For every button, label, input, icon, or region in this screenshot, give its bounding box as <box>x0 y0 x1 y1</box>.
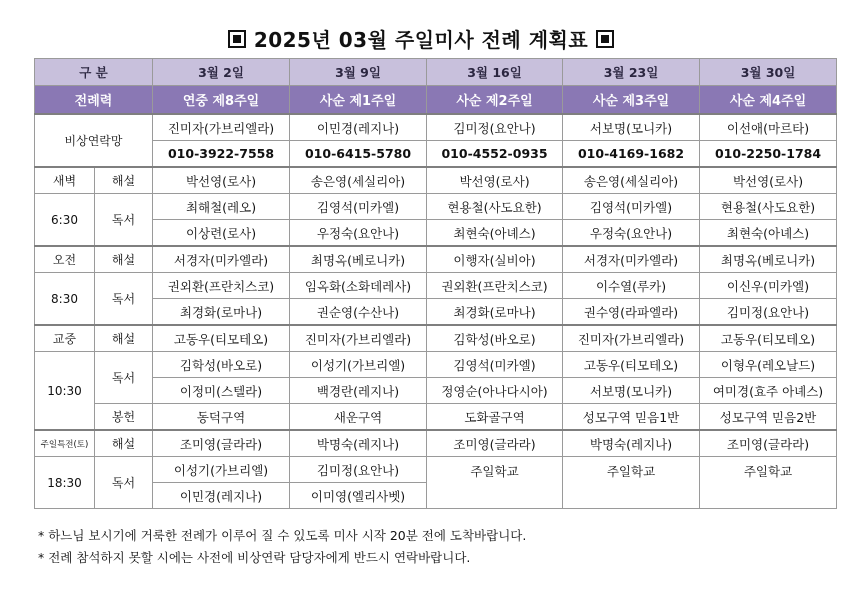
emergency-phone: 010-4552-0935 <box>427 141 563 168</box>
assignee-cell: 진미자(가브리엘라) <box>563 325 700 352</box>
assignee-cell: 김영석(미카엘) <box>290 194 427 220</box>
assignee-cell: 최경화(로마나) <box>427 299 563 326</box>
square-bullet-icon <box>596 30 614 48</box>
emergency-phone: 010-3922-7558 <box>153 141 290 168</box>
date-header-row <box>35 59 837 86</box>
assignee-cell: 조미영(글라라) <box>700 430 837 457</box>
role-label: 봉헌 <box>95 404 153 431</box>
assignee-cell: 최해철(레오) <box>153 194 290 220</box>
footnotes <box>38 525 526 569</box>
mass-0830-reading2-row <box>35 299 837 326</box>
liturgy-schedule-table <box>34 58 837 509</box>
assignee-cell: 최경화(로마나) <box>153 299 290 326</box>
role-label: 독서 <box>95 457 153 509</box>
assignee-cell: 현용철(사도요한) <box>427 194 563 220</box>
mass-0830-reading1-row <box>35 273 837 299</box>
assignee-cell: 김미정(요안나) <box>700 299 837 326</box>
mass-label: 교중 <box>35 325 95 352</box>
assignee-cell: 이민경(레지나) <box>153 483 290 509</box>
emergency-name: 진미자(가브리엘라) <box>153 114 290 141</box>
assignee-cell: 진미자(가브리엘라) <box>290 325 427 352</box>
assignee-cell: 최현숙(아녜스) <box>700 220 837 247</box>
mass-time: 18:30 <box>35 457 95 509</box>
mass-time: 10:30 <box>35 352 95 431</box>
assignee-cell: 주일학교 <box>427 457 563 509</box>
emergency-phone: 010-6415-5780 <box>290 141 427 168</box>
date-header: 3월 16일 <box>427 59 563 86</box>
assignee-cell: 최현숙(아녜스) <box>427 220 563 247</box>
mass-0630-reading1-row <box>35 194 837 220</box>
mass-label: 오전 <box>35 246 95 273</box>
assignee-cell: 권외환(프란치스코) <box>427 273 563 299</box>
mass-1830-commentary-row <box>35 430 837 457</box>
assignee-cell: 현용철(사도요한) <box>700 194 837 220</box>
assignee-cell: 박명숙(레지나) <box>290 430 427 457</box>
page-title <box>0 24 842 53</box>
assignee-cell: 김학성(바오로) <box>153 352 290 378</box>
assignee-cell: 송은영(세실리아) <box>563 167 700 194</box>
assignee-cell: 박선영(로사) <box>427 167 563 194</box>
assignee-cell: 새운구역 <box>290 404 427 431</box>
assignee-cell: 고동우(티모테오) <box>153 325 290 352</box>
role-label: 독서 <box>95 352 153 404</box>
emergency-name: 이선애(마르타) <box>700 114 837 141</box>
assignee-cell: 김학성(바오로) <box>427 325 563 352</box>
emergency-phones-row <box>35 141 837 168</box>
assignee-cell: 조미영(글라라) <box>427 430 563 457</box>
assignee-cell: 이성기(가브리엘) <box>290 352 427 378</box>
role-label: 독서 <box>95 273 153 326</box>
calendar-cell: 사순 제1주일 <box>290 86 427 115</box>
assignee-cell: 임옥화(소화데레사) <box>290 273 427 299</box>
assignee-cell: 박선영(로사) <box>153 167 290 194</box>
mass-0630-commentary-row <box>35 167 837 194</box>
square-bullet-icon <box>228 30 246 48</box>
assignee-cell: 도화골구역 <box>427 404 563 431</box>
mass-label: 주일특전(토) <box>35 430 95 457</box>
assignee-cell: 김미정(요안나) <box>290 457 427 483</box>
footnote: * 전례 참석하지 못할 시에는 사전에 비상연락 담당자에게 반드시 연락바랍니다. <box>38 550 471 565</box>
mass-1830-reading1-row <box>35 457 837 483</box>
assignee-cell: 박명숙(레지나) <box>563 430 700 457</box>
emergency-name: 김미정(요안나) <box>427 114 563 141</box>
assignee-cell: 우정숙(요안나) <box>563 220 700 247</box>
assignee-cell: 백경란(레지나) <box>290 378 427 404</box>
calendar-label: 전례력 <box>35 86 153 115</box>
emergency-names-row <box>35 114 837 141</box>
calendar-row <box>35 86 837 115</box>
emergency-label: 비상연락망 <box>35 114 153 167</box>
assignee-cell: 최명옥(베로니카) <box>290 246 427 273</box>
calendar-cell: 연중 제8주일 <box>153 86 290 115</box>
assignee-cell: 권외환(프란치스코) <box>153 273 290 299</box>
date-header: 3월 2일 <box>153 59 290 86</box>
emergency-name: 서보명(모니카) <box>563 114 700 141</box>
calendar-cell: 사순 제3주일 <box>563 86 700 115</box>
assignee-cell: 성모구역 믿음1반 <box>563 404 700 431</box>
mass-label: 새벽 <box>35 167 95 194</box>
mass-1030-commentary-row <box>35 325 837 352</box>
assignee-cell: 서경자(미카엘라) <box>563 246 700 273</box>
assignee-cell: 김영석(미카엘) <box>563 194 700 220</box>
assignee-cell: 권순영(수산나) <box>290 299 427 326</box>
assignee-cell: 우정숙(요안나) <box>290 220 427 247</box>
date-header: 3월 30일 <box>700 59 837 86</box>
assignee-cell: 성모구역 믿음2반 <box>700 404 837 431</box>
mass-1030-offering-row <box>35 404 837 431</box>
assignee-cell: 동덕구역 <box>153 404 290 431</box>
mass-time: 6:30 <box>35 194 95 247</box>
date-header: 3월 9일 <box>290 59 427 86</box>
role-label: 해설 <box>95 430 153 457</box>
date-header: 3월 23일 <box>563 59 700 86</box>
assignee-cell: 주일학교 <box>563 457 700 509</box>
footnote: * 하느님 보시기에 거룩한 전례가 이루어 질 수 있도록 미사 시작 20분 전에 도착바랍니다. <box>38 528 527 543</box>
assignee-cell: 이수열(루카) <box>563 273 700 299</box>
assignee-cell: 이형우(레오날드) <box>700 352 837 378</box>
assignee-cell: 정영순(아나다시아) <box>427 378 563 404</box>
calendar-cell: 사순 제2주일 <box>427 86 563 115</box>
assignee-cell: 최명옥(베로니카) <box>700 246 837 273</box>
mass-time: 8:30 <box>35 273 95 326</box>
mass-1030-reading1-row <box>35 352 837 378</box>
assignee-cell: 송은영(세실리아) <box>290 167 427 194</box>
assignee-cell: 이성기(가브리엘) <box>153 457 290 483</box>
assignee-cell: 이행자(실비아) <box>427 246 563 273</box>
role-label: 독서 <box>95 194 153 247</box>
mass-1030-reading2-row <box>35 378 837 404</box>
mass-0630-reading2-row <box>35 220 837 247</box>
assignee-cell: 이정미(스텔라) <box>153 378 290 404</box>
role-label: 해설 <box>95 167 153 194</box>
assignee-cell: 이신우(미카엘) <box>700 273 837 299</box>
role-label: 해설 <box>95 325 153 352</box>
assignee-cell: 서경자(미카엘라) <box>153 246 290 273</box>
assignee-cell: 여미경(효주 아녜스) <box>700 378 837 404</box>
assignee-cell: 조미영(글라라) <box>153 430 290 457</box>
calendar-cell: 사순 제4주일 <box>700 86 837 115</box>
emergency-phone: 010-2250-1784 <box>700 141 837 168</box>
title-text: 2025년 03월 주일미사 전례 계획표 <box>253 28 589 52</box>
assignee-cell: 이미영(엘리사벳) <box>290 483 427 509</box>
category-header: 구 분 <box>35 59 153 86</box>
assignee-cell: 주일학교 <box>700 457 837 509</box>
assignee-cell: 김영석(미카엘) <box>427 352 563 378</box>
assignee-cell: 서보명(모니카) <box>563 378 700 404</box>
assignee-cell: 박선영(로사) <box>700 167 837 194</box>
assignee-cell: 고동우(티모테오) <box>700 325 837 352</box>
mass-0830-commentary-row <box>35 246 837 273</box>
role-label: 해설 <box>95 246 153 273</box>
assignee-cell: 권수영(라파엘라) <box>563 299 700 326</box>
emergency-phone: 010-4169-1682 <box>563 141 700 168</box>
emergency-name: 이민경(레지나) <box>290 114 427 141</box>
assignee-cell: 이상련(로사) <box>153 220 290 247</box>
assignee-cell: 고동우(티모테오) <box>563 352 700 378</box>
